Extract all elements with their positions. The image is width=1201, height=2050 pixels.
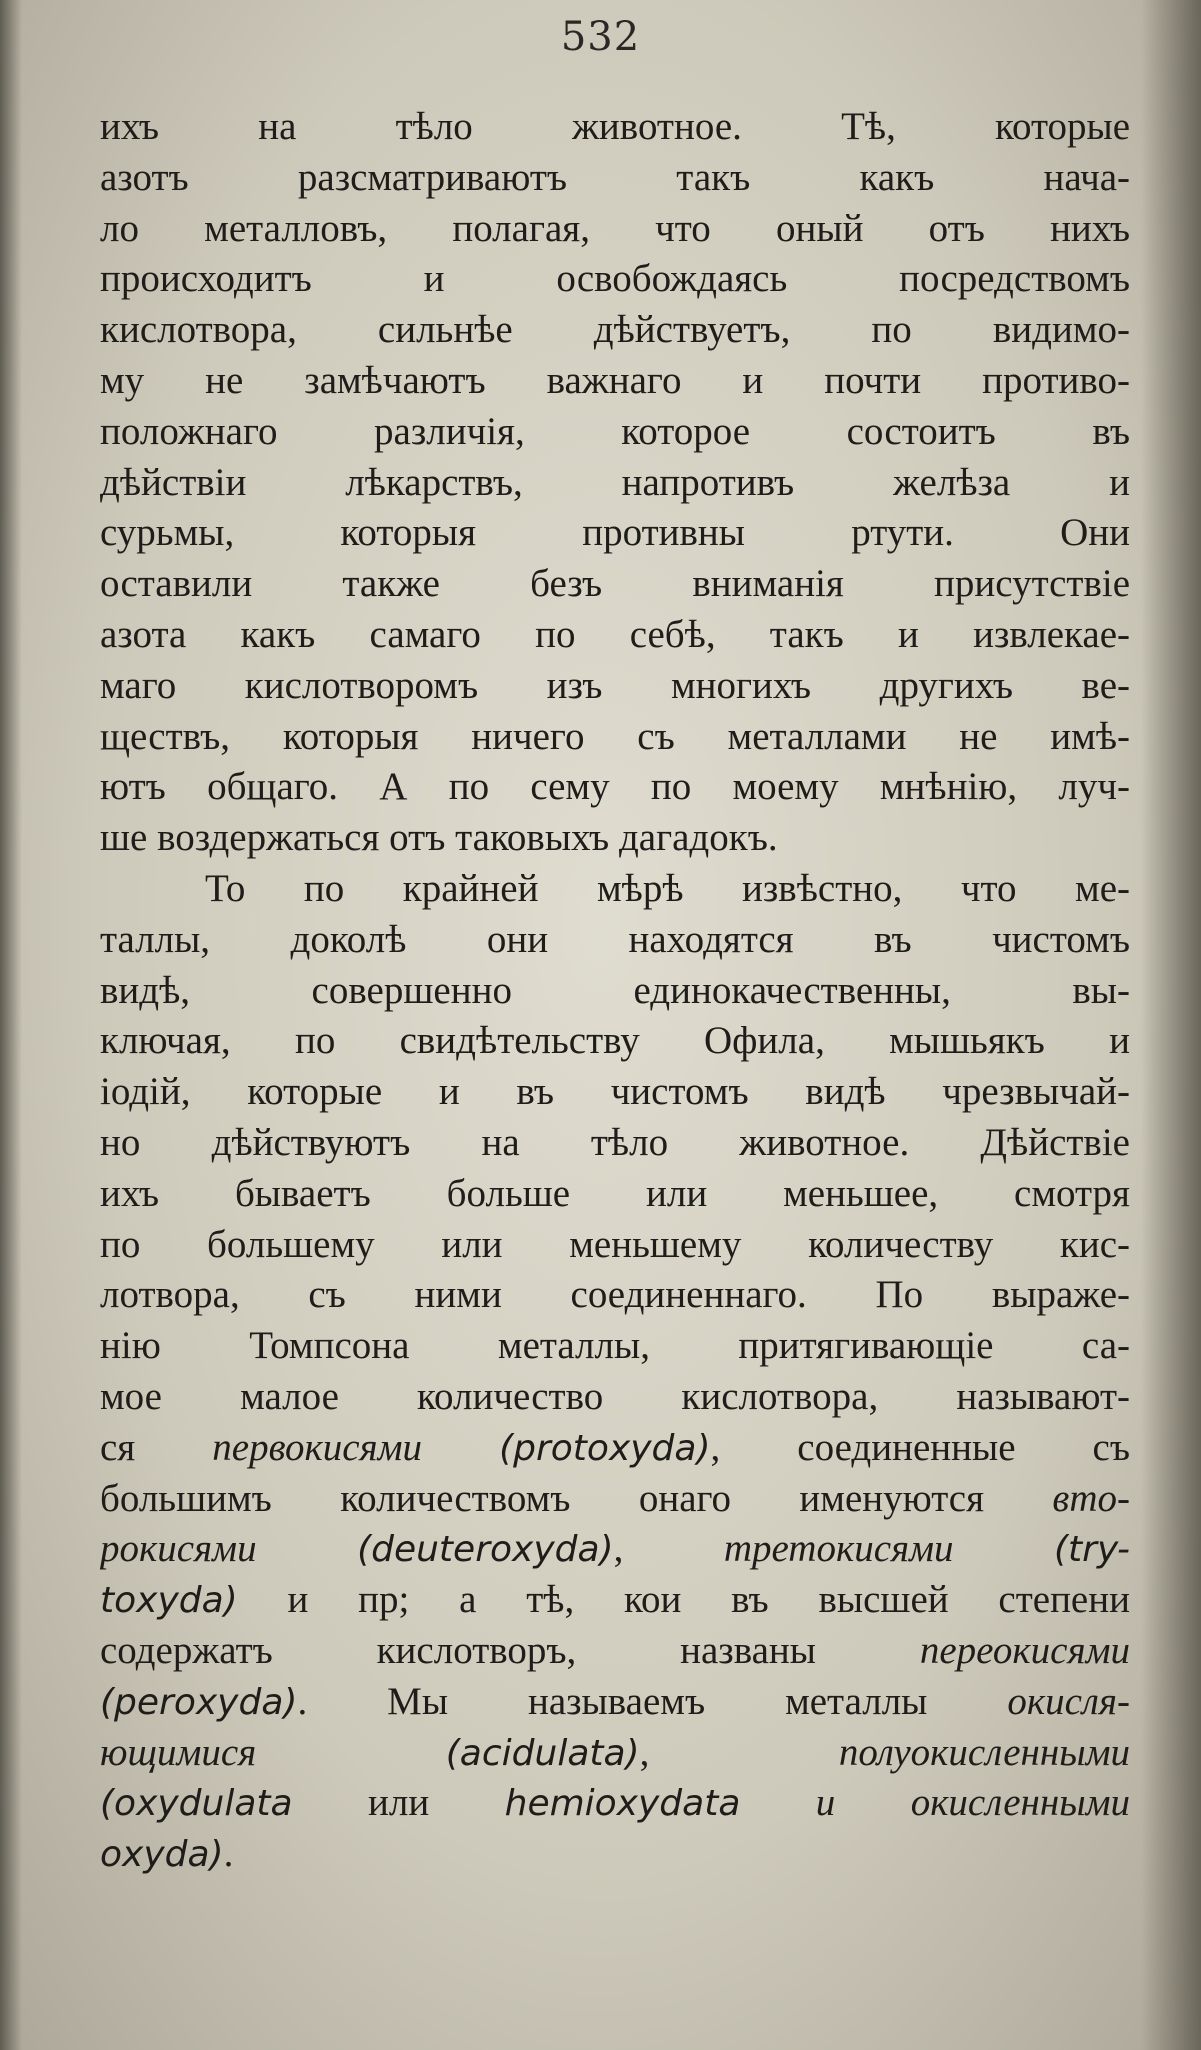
text-line — [100, 1474, 1130, 1525]
text-line: ло металловъ, полагая, что оный отъ нихъ — [100, 206, 1130, 250]
latin-term: (oxydulata — [100, 1783, 293, 1825]
text-line: То по крайней мѣрѣ извѣстно, что ме- — [205, 866, 1130, 910]
text-line: таллы, доколѣ они находятся въ чистомъ — [100, 917, 1130, 961]
text-line: мое малое количество кислотвора, называют- — [100, 1374, 1130, 1418]
text-line: но дѣйствуютъ на тѣло животное. Дѣйствіе — [100, 1120, 1130, 1164]
page-edge-shadow — [1141, 0, 1201, 2050]
text-line: іодій, которые и въ чистомъ видѣ чрезвычай- — [100, 1070, 1130, 1114]
latin-term: (try- — [1054, 1529, 1130, 1571]
text-line: положнаго различія, которое состоитъ въ — [100, 409, 1130, 453]
italic-term: переокисями — [919, 1628, 1130, 1672]
text-line: маго кислотворомъ изъ многихъ другихъ ве- — [100, 663, 1130, 707]
text-line: му не замѣчаютъ важнаго и почти противо- — [100, 358, 1130, 402]
text-run: , соединенные съ — [710, 1425, 1130, 1469]
latin-term: (acidulata) — [445, 1732, 640, 1774]
text-line: происходитъ и освобождаясь посредствомъ — [100, 257, 1130, 301]
italic-term: первокисями — [212, 1425, 423, 1469]
text-line: кислотвора, сильнѣе дѣйствуетъ, по видимо- — [100, 308, 1130, 352]
text-line: нію Томпсона металлы, притягивающіе са- — [100, 1324, 1130, 1368]
text-line: ществъ, которыя ничего съ металлами не имѣ- — [100, 714, 1130, 758]
italic-term: окисля- — [1007, 1679, 1130, 1723]
text-line: азота какъ самаго по себѣ, такъ и извлекае- — [100, 612, 1130, 656]
text-run: и пр; а тѣ, кои въ высшей степени — [287, 1578, 1130, 1622]
body-text — [100, 102, 1130, 1880]
italic-term: рокисями — [100, 1527, 257, 1571]
text-line: ихъ бываетъ больше или меньшее, смотря — [100, 1171, 1130, 1215]
text-line: лотвора, съ ними соединеннаго. По выраже- — [100, 1273, 1130, 1317]
text-line — [100, 1829, 1130, 1880]
italic-term: и окисленными — [815, 1781, 1130, 1825]
text-run: . Мы называемъ металлы — [297, 1679, 928, 1723]
text-line — [100, 1778, 1130, 1829]
text-run: . — [223, 1832, 234, 1876]
text-line: видѣ, совершенно единокачественны, вы- — [100, 968, 1130, 1012]
text-line: сурьмы, которыя противны ртути. Они — [100, 511, 1130, 555]
text-line — [100, 1524, 1130, 1575]
latin-term: (peroxyda) — [100, 1681, 298, 1723]
italic-term: ющимися — [100, 1730, 257, 1774]
latin-term: hemioxydata — [504, 1783, 741, 1825]
text-line: ихъ на тѣло животное. Тѣ, которые — [100, 105, 1130, 148]
text-run: , — [639, 1730, 650, 1774]
page-gutter-shadow — [0, 0, 22, 2050]
text-line: ютъ общаго. А по сему по моему мнѣнію, луч- — [100, 765, 1130, 809]
text-run: большимъ количествомъ онаго именуются — [100, 1476, 985, 1520]
text-line: ше воздержаться отъ таковыхъ дагадокъ. — [100, 816, 778, 860]
text-run: содержатъ кислотворъ, названы — [100, 1628, 816, 1672]
page-number: 532 — [560, 14, 641, 60]
text-line: оставили также безъ вниманія присутствіе — [100, 562, 1130, 606]
italic-term: вто- — [1052, 1476, 1130, 1520]
latin-term: oxyda) — [100, 1834, 224, 1876]
text-line — [100, 1575, 1130, 1626]
latin-term: (deuteroxyda) — [357, 1529, 614, 1571]
text-line: азотъ разсматриваютъ такъ какъ нача- — [100, 155, 1130, 199]
text-line: дѣйствіи лѣкарствъ, напротивъ желѣза и — [100, 460, 1130, 504]
italic-term: полуокисленными — [838, 1730, 1130, 1774]
text-line — [100, 1626, 1130, 1677]
text-line — [100, 1677, 1130, 1728]
latin-term: (protoxyda) — [499, 1427, 711, 1469]
text-line — [100, 1728, 1130, 1779]
text-run: или — [368, 1781, 430, 1825]
text-run: , — [613, 1527, 624, 1571]
italic-term: третокисями — [723, 1527, 954, 1571]
text-run: ся — [100, 1425, 136, 1469]
text-line: по большему или меньшему количеству кис- — [100, 1222, 1130, 1266]
text-line — [100, 1423, 1130, 1474]
latin-term: toxyda) — [100, 1580, 238, 1622]
text-line: ключая, по свидѣтельству Офила, мышьякъ и — [100, 1019, 1130, 1063]
